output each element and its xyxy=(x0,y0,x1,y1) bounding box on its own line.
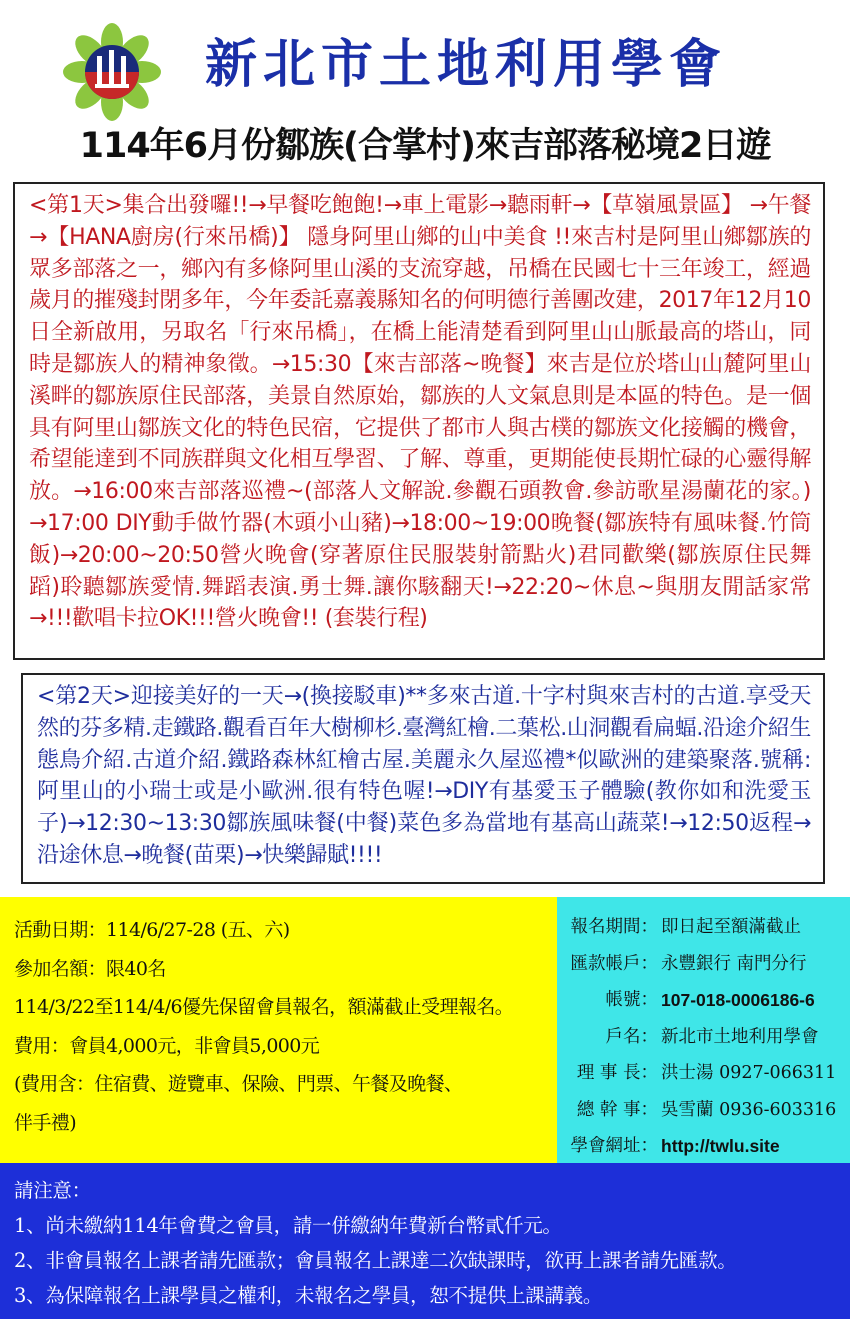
bank-account-row xyxy=(557,946,850,983)
registration-period-value: 即日起至額滿截止 xyxy=(661,917,801,937)
bank-account-label: 匯款帳戶： xyxy=(570,953,658,974)
account-number-value: 107-018-0006186-6 xyxy=(661,990,815,1010)
website-link[interactable]: http://twlu.site xyxy=(661,1136,780,1156)
notice-heading: 請注意： xyxy=(14,1179,91,1202)
secretary-general-row xyxy=(557,1092,850,1129)
event-info-panel xyxy=(0,897,557,1163)
notice-item-2: 2、非會員報名上課者請先匯款；會員報名上課達二次缺課時，欲再上課者請先匯款。 xyxy=(14,1249,737,1272)
secretary-general-value: 吳雪蘭 0936-603316 xyxy=(661,1099,837,1120)
organization-name: 新北市土地利用學會 xyxy=(205,34,728,95)
account-holder-label: 戶名： xyxy=(605,1026,658,1047)
header xyxy=(0,0,850,180)
account-holder-row xyxy=(557,1019,850,1056)
chairman-row xyxy=(557,1055,850,1092)
website-row xyxy=(557,1128,850,1165)
registration-panel xyxy=(557,897,850,1163)
chairman-label: 理 事 長： xyxy=(576,1063,658,1083)
notice-item-3: 3、為保障報名上課學員之權利，未報名之學員，恕不提供上課講義。 xyxy=(14,1284,603,1307)
bank-account-value: 永豐銀行 南門分行 xyxy=(661,953,807,974)
notice-item-1: 1、尚未繳納114年會費之會員，請一併繳納年費新台幣貳仟元。 xyxy=(14,1214,562,1237)
registration-period-label: 報名期間： xyxy=(570,917,658,937)
chairman-value: 洪士湯 0927-066311 xyxy=(661,1063,837,1083)
event-title: 114年6月份鄒族(合掌村)來吉部落秘境2日遊 xyxy=(79,126,771,166)
day2-itinerary-text: <第2天>迎接美好的一天→(換接駁車)**多來古道.十字村與來吉村的古道.享受天然的芬多精.走鐵路.觀看百年大樹柳杉.臺灣紅檜.二葉松.山洞觀看扁蝠.沿途介紹生態鳥介紹.古道介紹.鐵路森林紅檜古屋.美麗永久屋巡禮*似歐洲的建築聚落.號稱:阿里山的小瑞士或是小歐洲.很有特色喔!→DIY有基愛玉子體驗(教你如和洗愛玉子)→12:30~13:30鄒族風味餐(中餐)菜色多為當地有基高山蔬菜!→12:50返程→沿途休息→晚餐(苗栗)→快樂歸賦!!!! xyxy=(37,684,811,868)
fee-includes-line1: (費用含：住宿費、遊覽車、保險、門票、午餐及晚餐、 xyxy=(14,1073,463,1095)
website-label: 學會網址： xyxy=(570,1136,658,1156)
member-priority-period: 114/3/22至114/4/6優先保留會員報名，額滿截止受理報名。 xyxy=(14,996,514,1018)
event-date: 活動日期：114/6/27-28 (五、六) xyxy=(14,919,290,941)
event-quota: 參加名額：限40名 xyxy=(14,957,166,980)
notice-panel xyxy=(0,1163,850,1319)
day1-itinerary-text: <第1天>集合出發囉!!→早餐吃飽飽!→車上電影→聽雨軒→【草嶺風景區】 →午餐→【HANA廚房(行來吊橋)】 隱身阿里山鄉的山中美食 !!來吉村是阿里山鄉鄒族的眾多部落之一，鄉內有多條阿里山溪的支流穿越，吊橋在民國七十三年竣工，經過歲月的摧殘封閉多年，今年委託嘉義縣知名的何明德行善團改建，2017年12月10日全新啟用，另取名「行來吊橋」，在橋上能清楚看到阿里山山脈最高的塔山，同時是鄒族人的精神象徵。→15:30【來吉部落~晚餐】來吉是位於塔山山麓阿里山溪畔的鄒族原住民部落，美景自然原始，鄒族的人文氣息則是本區的特色。是一個具有阿里山鄒族文化的特色民宿，它提供了都市人與古樸的鄒族文化接觸的機會，希望能達到不同族群與文化相互學習、了解、尊重，更期能使長期忙碌的心靈得解放。→16:00來吉部落巡禮~(部落人文解說.參觀石頭教會.參訪歌星湯蘭花的家。)→17:00 DIY動手做竹器(木頭小山豬)→18:00~19:00晚餐(鄒族特有風味餐.竹筒飯)→20:00~20:50營火晚會(穿著原住民服裝射箭點火)君同歡樂(鄒族原住民舞蹈)聆聽鄒族愛情.舞蹈表演.勇士舞.讓你駭翻天!→22:20~休息~與朋友閒話家常→!!!歡唱卡拉OK!!!營火晚會!! (套裝行程) xyxy=(29,193,811,632)
fee-includes-line2: 伴手禮) xyxy=(14,1111,77,1134)
account-number-row xyxy=(557,982,850,1019)
account-holder-value: 新北市土地利用學會 xyxy=(661,1026,819,1047)
society-logo-icon xyxy=(62,22,162,122)
event-fee: 費用：會員4,000元，非會員5,000元 xyxy=(14,1034,320,1057)
registration-period-row xyxy=(557,909,850,946)
day1-itinerary-box xyxy=(13,182,825,660)
day2-itinerary-box xyxy=(21,673,825,884)
secretary-general-label: 總 幹 事： xyxy=(576,1099,658,1120)
account-number-label: 帳號： xyxy=(605,990,658,1010)
